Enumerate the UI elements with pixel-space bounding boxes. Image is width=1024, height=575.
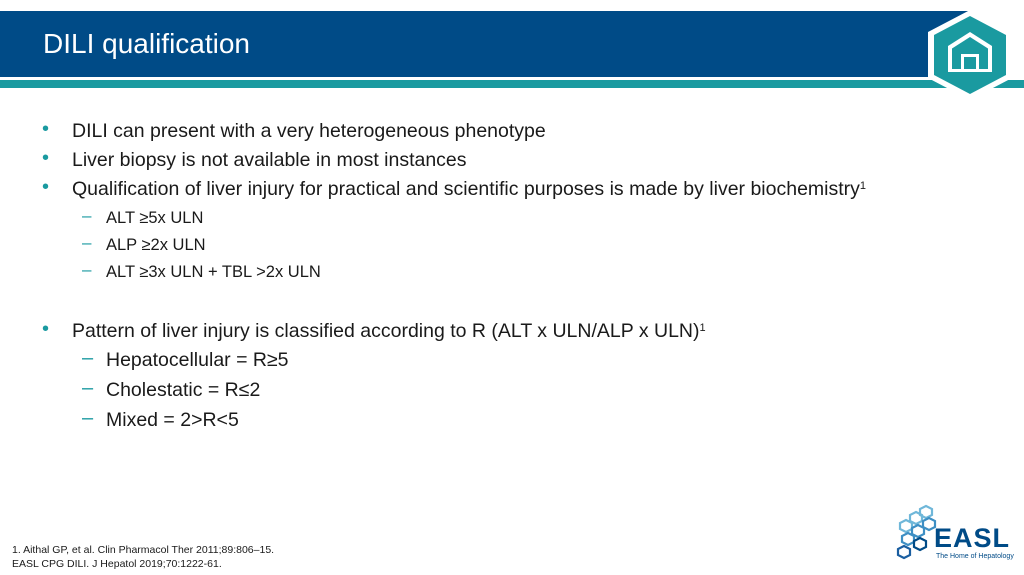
sub-bullet-marker: – <box>82 347 94 369</box>
reference-line: EASL CPG DILI. J Hepatol 2019;70:1222-61. <box>12 558 222 570</box>
sub-bullet-item <box>106 207 203 229</box>
home-icon <box>926 8 1014 102</box>
bullet-text: Pattern of liver injury is classified according to R (ALT x ULN/ALP x ULN) <box>72 320 700 342</box>
sub-bullet-text: ALT ≥3x ULN + TBL >2x ULN <box>106 263 321 281</box>
sub-bullet-marker: – <box>82 260 92 279</box>
bullet-item <box>72 177 866 201</box>
logo-wordmark: EASL <box>934 523 1011 553</box>
footnote-marker: 1 <box>699 322 706 334</box>
sub-bullet-marker: – <box>82 407 94 429</box>
sub-bullet-marker: – <box>82 206 92 225</box>
sub-bullet-marker: – <box>82 377 94 399</box>
sub-bullet-marker: – <box>82 233 92 252</box>
bullet-item <box>72 119 546 143</box>
sub-bullet-text: ALT ≥5x ULN <box>106 209 204 227</box>
sub-bullet-text: Mixed = 2>R<5 <box>106 409 239 431</box>
bullet-marker: • <box>42 176 50 198</box>
sub-bullet-item <box>106 234 206 256</box>
bullet-marker: • <box>42 118 50 140</box>
sub-bullet-item <box>106 348 289 372</box>
sub-bullet-item <box>106 261 321 283</box>
reference-line: 1. Aithal GP, et al. Clin Pharmacol Ther 2011;89:806–15. <box>12 544 275 556</box>
sub-bullet-item <box>106 408 239 432</box>
bullet-marker: • <box>42 147 50 169</box>
bullet-text: Liver biopsy is not available in most instances <box>72 149 467 171</box>
bullet-marker: • <box>42 318 50 340</box>
sub-bullet-item <box>106 378 260 402</box>
easl-logo <box>896 504 1012 564</box>
bullet-item <box>72 319 706 343</box>
bullet-text: DILI can present with a very heterogeneous phenotype <box>72 120 546 142</box>
references <box>12 543 274 571</box>
home-button[interactable] <box>926 8 1014 102</box>
sub-bullet-text: ALP ≥2x ULN <box>106 236 206 254</box>
footnote-marker: 1 <box>859 180 867 192</box>
header-accent-line <box>0 80 1024 88</box>
sub-bullet-text: Hepatocellular = R≥5 <box>106 349 289 371</box>
bullet-text: Qualification of liver injury for practical and scientific purposes is made by liver biochemistry <box>72 178 860 200</box>
sub-bullet-text: Cholestatic = R≤2 <box>106 379 261 401</box>
bullet-item <box>72 148 467 172</box>
slide-title: DILI qualification <box>43 28 251 59</box>
logo-tagline: The Home of Hepatology <box>936 553 1014 560</box>
